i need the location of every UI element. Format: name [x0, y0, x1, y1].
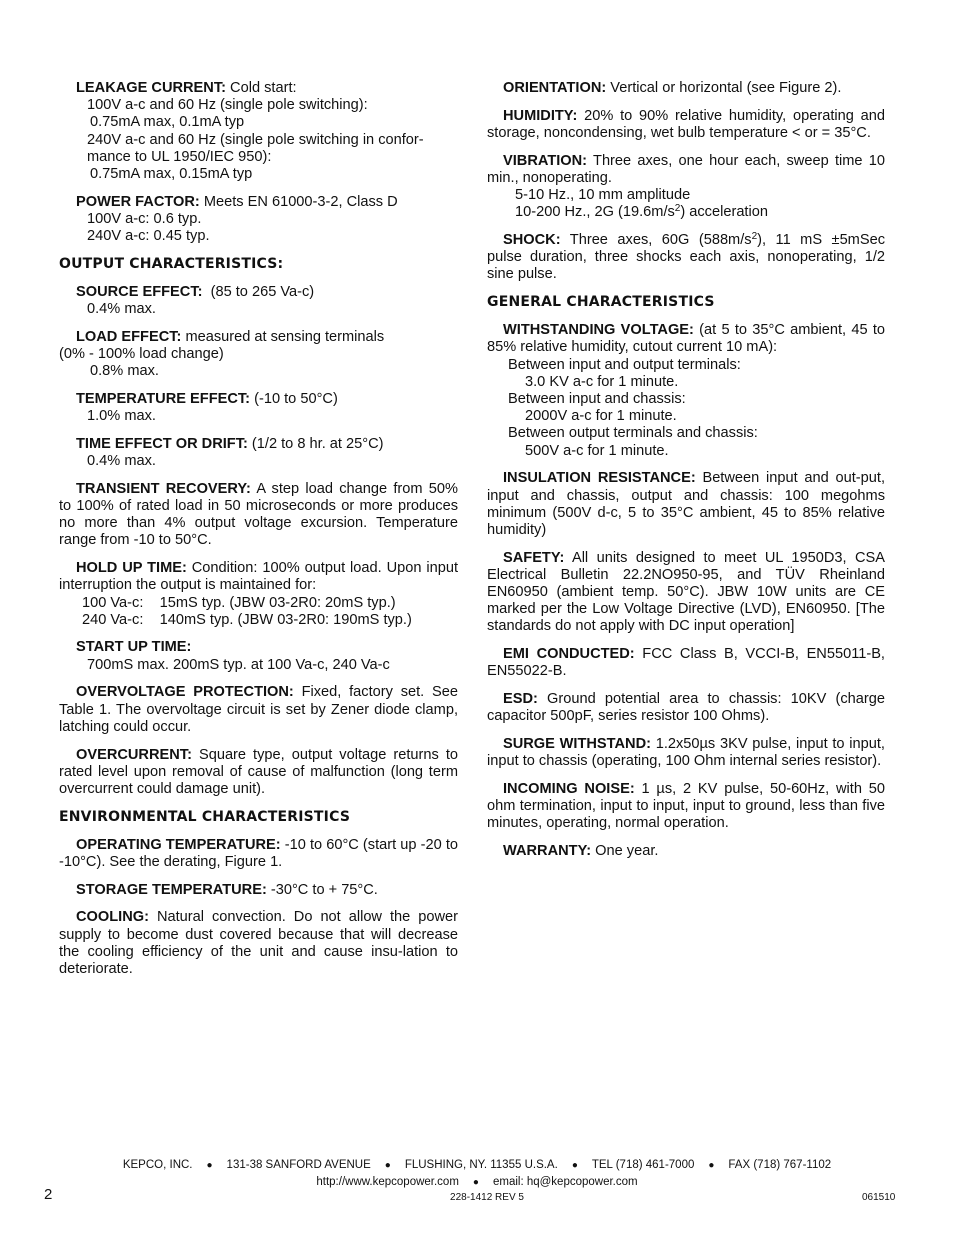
withstand-line: 500V a-c for 1 minute. [525, 442, 669, 459]
orientation-section [487, 80, 885, 97]
hold-up-time-text: Condition: 100% output load. Upon input interruption the output is maintained for: [59, 560, 458, 594]
source-effect-value: 0.4% max. [87, 301, 156, 318]
superscript: 2 [674, 203, 681, 215]
cooling-section [59, 909, 458, 978]
source-effect-text: (85 to 265 Va-c) [202, 284, 315, 301]
leakage-current-label: LEAKAGE CURRENT: [76, 80, 226, 96]
time-effect-label: TIME EFFECT OR DRIFT: [76, 435, 248, 452]
withstanding-voltage-text: (at 5 to 35°C ambient, 45 to 85% relative humidity, cutout current 10 mA): [487, 322, 885, 356]
power-factor-section [59, 194, 458, 246]
emi-conducted-label: EMI CONDUCTED: [503, 646, 635, 663]
shock-section [487, 232, 885, 284]
vibration-text: Three axes, one hour each, sweep time 10 min., nonoperating. [487, 152, 885, 186]
leakage-line: 240V a-c and 60 Hz (single pole switching in confor- [87, 131, 424, 148]
cooling-label: COOLING: [76, 909, 149, 926]
shock-text: ), 11 mS ±5mSec pulse duration, three shocks each axis, nonoperating, 1/2 sine pulse. [487, 231, 885, 283]
vibration-line: 5-10 Hz., 10 mm amplitude [515, 187, 691, 204]
overcurrent-section [59, 747, 458, 799]
leakage-line: 0.75mA max, 0.1mA typ [90, 114, 245, 131]
footer-email-link[interactable]: email: hq@kepcopower.com [492, 1176, 638, 1188]
load-effect-label: LOAD EFFECT: [76, 328, 182, 345]
overcurrent-label: OVERCURRENT: [76, 746, 192, 763]
emi-conducted-section [487, 646, 885, 680]
bullet-icon: ● [708, 1160, 715, 1171]
shock-label: SHOCK: [503, 231, 561, 248]
withstand-line: 2000V a-c for 1 minute. [525, 408, 677, 425]
bullet-icon: ● [472, 1177, 479, 1188]
vibration-section [487, 153, 885, 222]
surge-withstand-label: SURGE WITHSTAND: [503, 736, 651, 752]
load-effect-section [59, 329, 458, 381]
shock-text: Three axes, 60G (588m/s [560, 231, 752, 248]
source-effect-section [59, 284, 458, 318]
humidity-text: 20% to 90% relative humidity, operating and storage, noncondensing, wet bulb temperature < or = 35°C. [487, 107, 885, 141]
surge-withstand-text: 1.2x50µs 3KV pulse, input to input, input to chassis (operating, 100 Ohm internal series resistor). [487, 736, 885, 770]
general-characteristics-heading: GENERAL CHARACTERISTICS [487, 294, 715, 311]
transient-recovery-section [59, 481, 458, 550]
time-effect-value: 0.4% max. [87, 453, 156, 470]
power-factor-label: POWER FACTOR: [76, 193, 200, 210]
vibration-line [487, 204, 885, 221]
storage-temperature-label: STORAGE TEMPERATURE: [76, 881, 267, 898]
withstand-line: 3.0 KV a-c for 1 minute. [525, 373, 679, 390]
footer-address: 131-38 SANFORD AVENUE [226, 1159, 371, 1171]
esd-text: Ground potential area to chassis: 10KV (charge capacitor 500pF, series resistor 100 Ohms). [487, 691, 885, 725]
leakage-line: 100V a-c and 60 Hz (single pole switching): [87, 97, 368, 114]
time-effect-section [59, 436, 458, 470]
safety-label: SAFETY: [503, 549, 565, 566]
leakage-current-text: Cold start: [226, 80, 297, 96]
source-effect-label: SOURCE EFFECT: [76, 284, 203, 301]
environmental-characteristics-heading: ENVIRONMENTAL CHARACTERISTICS [59, 808, 351, 825]
left-column [59, 80, 458, 989]
withstanding-voltage-section [487, 322, 885, 460]
temperature-effect-value: 1.0% max. [87, 408, 156, 425]
vibration-line-text: ) acceleration [680, 204, 768, 221]
warranty-label: WARRANTY: [503, 843, 592, 860]
humidity-label: HUMIDITY: [503, 107, 578, 124]
load-effect-text: measured at sensing terminals [181, 328, 385, 345]
page-number: 2 [44, 1186, 53, 1203]
hold-up-time-section [59, 560, 458, 629]
esd-label: ESD: [503, 691, 538, 708]
incoming-noise-section [487, 781, 885, 833]
bullet-icon: ● [571, 1160, 578, 1171]
withstanding-voltage-label: WITHSTANDING VOLTAGE: [503, 322, 694, 339]
power-factor-line: 100V a-c: 0.6 typ. [87, 210, 202, 227]
load-effect-line: (0% - 100% load change) [59, 346, 224, 363]
footer-address-line [0, 1157, 954, 1174]
leakage-line: 0.75mA max, 0.15mA typ [90, 166, 253, 183]
start-up-time-section [59, 639, 458, 673]
hold-up-line: 240 Va-c: 140mS typ. (JBW 03-2R0: 190mS typ.) [82, 611, 412, 628]
operating-temperature-label: OPERATING TEMPERATURE: [76, 836, 281, 853]
bullet-icon: ● [206, 1160, 213, 1171]
output-characteristics-heading: OUTPUT CHARACTERISTICS: [59, 255, 284, 272]
withstand-line: Between output terminals and chassis: [508, 425, 758, 442]
power-factor-line: 240V a-c: 0.45 typ. [87, 228, 210, 245]
overvoltage-protection-label: OVERVOLTAGE PROTECTION: [76, 684, 294, 701]
transient-recovery-label: TRANSIENT RECOVERY: [76, 480, 251, 497]
footer-website-link[interactable]: http://www.kepcopower.com [316, 1176, 459, 1188]
warranty-section [487, 843, 885, 860]
orientation-label: ORIENTATION: [503, 80, 607, 96]
overvoltage-protection-text: Fixed, factory set. See Table 1. The overvoltage circuit is set by Zener diode clamp, latching could occur. [59, 684, 458, 735]
humidity-section [487, 108, 885, 142]
safety-text: All units designed to meet UL 1950D3, CSA Electrical Bulletin 22.2NO950-95, and TÜV Rheinland EN60950 (ambient temp. 50°C). JBW 10W units are CE marked per the Low Voltage Directive (LVD), EN60950. [The standards do not apply with DC input operation] [487, 549, 885, 635]
insulation-resistance-label: INSULATION RESISTANCE: [503, 470, 696, 487]
footer-fax: FAX (718) 767-1102 [728, 1159, 832, 1171]
load-effect-value: 0.8% max. [90, 363, 159, 380]
storage-temperature-text: -30°C to + 75°C. [266, 881, 378, 898]
vibration-line-text: 10-200 Hz., 2G (19.6m/s [515, 204, 675, 221]
footer-tel: TEL (718) 461-7000 [591, 1159, 695, 1171]
temperature-effect-text: (-10 to 50°C) [250, 391, 338, 408]
emi-conducted-text: FCC Class B, VCCI-B, EN55011-B, EN55022-B. [487, 646, 885, 680]
start-up-time-value: 700mS max. 200mS typ. at 100 Va-c, 240 Va-c [87, 656, 390, 673]
vibration-label: VIBRATION: [503, 152, 588, 169]
hold-up-time-label: HOLD UP TIME: [76, 560, 187, 577]
withstand-line: Between input and output terminals: [508, 356, 741, 373]
power-factor-text: Meets EN 61000-3-2, Class D [199, 193, 398, 210]
right-column [487, 80, 885, 871]
overvoltage-protection-section [59, 684, 458, 736]
start-up-time-label: START UP TIME: [76, 639, 192, 656]
leakage-line: mance to UL 1950/IEC 950): [87, 148, 272, 165]
cooling-text: Natural convection. Do not allow the power supply to become dust covered because that will decrease the cooling efficiency of the unit and cause insu-lation to deteriorate. [59, 909, 458, 978]
safety-section [487, 550, 885, 636]
insulation-resistance-text: Between input and out-put, input and chassis, output and chassis: 100 megohms minimum (500V d-c, 5 to 35°C ambient, 45 to 85% relative humidity) [487, 470, 885, 538]
transient-recovery-text: A step load change from 50% to 100% of rated load in 50 microseconds or more produces no more than 4% output voltage excursion. Temperature range from -10 to 50°C. [59, 480, 458, 549]
time-effect-text: (1/2 to 8 hr. at 25°C) [247, 435, 384, 452]
storage-temperature-section [59, 882, 458, 899]
warranty-text: One year. [591, 843, 659, 860]
superscript: 2 [751, 230, 758, 242]
withstand-line: Between input and chassis: [508, 391, 686, 408]
operating-temperature-section [59, 837, 458, 871]
surge-withstand-section [487, 736, 885, 770]
bullet-icon: ● [384, 1160, 391, 1171]
footer-company: KEPCO, INC. [122, 1159, 193, 1171]
esd-section [487, 691, 885, 725]
footer-city: FLUSHING, NY. 11355 U.S.A. [404, 1159, 558, 1171]
hold-up-line: 100 Va-c: 15mS typ. (JBW 03-2R0: 20mS typ.) [82, 594, 396, 611]
overcurrent-text: Square type, output voltage returns to rated level upon removal of cause of malfunction (long term overcurrent could damage unit). [59, 746, 458, 797]
incoming-noise-text: 1 µs, 2 KV pulse, 50-60Hz, with 50 ohm termination, input to input, input to ground, less than five minutes, operating, normal operation. [487, 780, 885, 832]
operating-temperature-text: -10 to 60°C (start up -20 to -10°C). See the derating, Figure 1. [59, 836, 458, 871]
temperature-effect-section [59, 391, 458, 425]
incoming-noise-label: INCOMING NOISE: [503, 780, 635, 797]
document-number: 228-1412 REV 5 [450, 1192, 524, 1203]
date-code: 061510 [862, 1192, 896, 1203]
temperature-effect-label: TEMPERATURE EFFECT: [76, 391, 251, 408]
orientation-text: Vertical or horizontal (see Figure 2). [606, 80, 842, 96]
leakage-current-section [59, 80, 458, 183]
insulation-resistance-section [487, 470, 885, 539]
